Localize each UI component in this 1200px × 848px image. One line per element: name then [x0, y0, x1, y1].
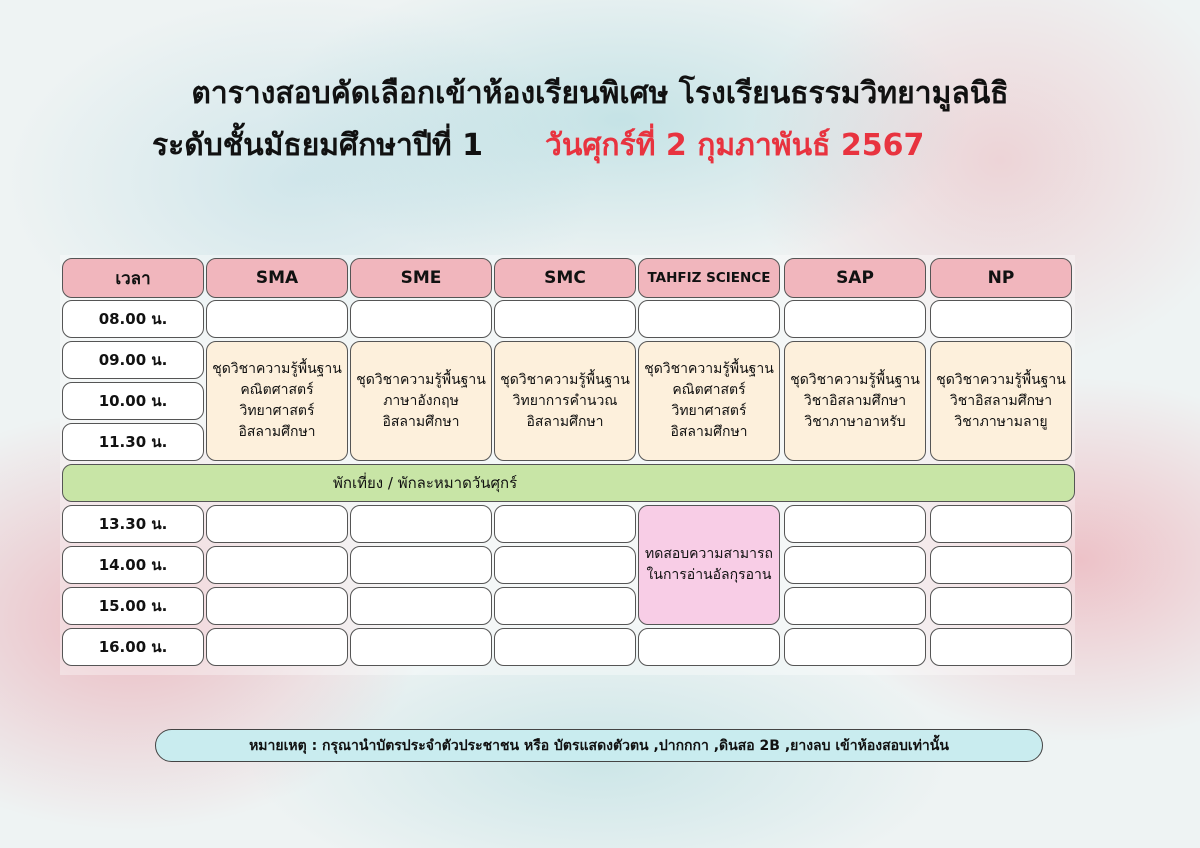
subject-cell: [784, 341, 926, 461]
schedule-subtitle: [152, 122, 924, 169]
time-cell: 09.00 น.: [62, 341, 204, 379]
empty-cell: [350, 300, 492, 338]
empty-cell: [206, 300, 348, 338]
subject-cell: [930, 341, 1072, 461]
empty-cell: [784, 587, 926, 625]
lunch-break-row: พักเที่ยง / พักละหมาดวันศุกร์: [62, 464, 1075, 502]
subject-line: ชุดวิชาความรู้พื้นฐาน: [644, 361, 774, 377]
empty-cell: [930, 546, 1072, 584]
subject-line: วิชาอิสลามศึกษา: [949, 392, 1053, 409]
empty-cell: [206, 546, 348, 584]
subject-cell: [206, 341, 348, 461]
subject-line: อิสลามศึกษา: [238, 424, 316, 440]
empty-cell: [494, 587, 636, 625]
subject-line: อิสลามศึกษา: [526, 413, 604, 430]
empty-cell: [638, 300, 780, 338]
empty-cell: [784, 505, 926, 543]
column-header: SMC: [494, 258, 636, 298]
empty-cell: [784, 300, 926, 338]
subject-line: วิทยาศาสตร์: [671, 403, 747, 419]
empty-cell: [930, 505, 1072, 543]
subject-line: วิทยาการคำนวณ: [512, 392, 618, 409]
time-cell: 13.30 น.: [62, 505, 204, 543]
empty-cell: [930, 587, 1072, 625]
time-cell: 16.00 น.: [62, 628, 204, 666]
subject-line: อิสลามศึกษา: [670, 424, 748, 440]
subject-cell: [350, 341, 492, 461]
subject-line: ชุดวิชาความรู้พื้นฐาน: [936, 371, 1066, 388]
empty-cell: [206, 505, 348, 543]
time-cell: 15.00 น.: [62, 587, 204, 625]
empty-cell: [350, 628, 492, 666]
subject-line: ภาษาอังกฤษ: [383, 392, 459, 409]
exam-schedule-table: [60, 255, 1075, 675]
subject-line: ทดสอบความสามารถ: [645, 546, 773, 562]
time-cell: 08.00 น.: [62, 300, 204, 338]
subject-line: ชุดวิชาความรู้พื้นฐาน: [790, 371, 920, 388]
empty-cell: [784, 628, 926, 666]
subject-line: วิชาภาษามลายู: [954, 413, 1048, 430]
subject-line: อิสลามศึกษา: [382, 413, 460, 430]
subject-line: คณิตศาสตร์: [240, 382, 314, 398]
quran-test-cell: [638, 505, 780, 625]
column-header: เวลา: [62, 258, 204, 298]
empty-cell: [930, 628, 1072, 666]
subject-line: ชุดวิชาความรู้พื้นฐาน: [212, 361, 342, 377]
empty-cell: [494, 300, 636, 338]
subject-line: วิชาอิสลามศึกษา: [803, 392, 907, 409]
empty-cell: [494, 628, 636, 666]
time-cell: 11.30 น.: [62, 423, 204, 461]
subject-line: วิชาภาษาอาหรับ: [804, 413, 906, 430]
note-box: หมายเหตุ : กรุณานำบัตรประจำตัวประชาชน หรือ บัตรแสดงตัวตน ,ปากกกา ,ดินสอ 2B ,ยางลบ เข้าห้องสอบเท่านั้น: [155, 729, 1043, 762]
column-header: SAP: [784, 258, 926, 298]
column-header: SME: [350, 258, 492, 298]
subject-line: ชุดวิชาความรู้พื้นฐาน: [500, 371, 630, 388]
column-header: SMA: [206, 258, 348, 298]
empty-cell: [494, 505, 636, 543]
empty-cell: [206, 628, 348, 666]
time-cell: 10.00 น.: [62, 382, 204, 420]
empty-cell: [784, 546, 926, 584]
subject-line: ชุดวิชาความรู้พื้นฐาน: [356, 371, 486, 388]
subject-line: ในการอ่านอัลกุรอาน: [646, 567, 772, 583]
empty-cell: [350, 587, 492, 625]
empty-cell: [206, 587, 348, 625]
subject-cell: [638, 341, 780, 461]
grade-level: ระดับชั้นมัธยมศึกษาปีที่ 1: [152, 128, 484, 163]
schedule-title: ตารางสอบคัดเลือกเข้าห้องเรียนพิเศษ โรงเรียนธรรมวิทยามูลนิธิ: [191, 76, 1009, 111]
empty-cell: [350, 546, 492, 584]
subject-line: วิทยาศาสตร์: [239, 403, 315, 419]
empty-cell: [494, 546, 636, 584]
exam-date: วันศุกร์ที่ 2 กุมภาพันธ์ 2567: [545, 128, 925, 163]
empty-cell: [930, 300, 1072, 338]
time-cell: 14.00 น.: [62, 546, 204, 584]
subject-line: คณิตศาสตร์: [672, 382, 746, 398]
empty-cell: [350, 505, 492, 543]
empty-cell: [638, 628, 780, 666]
column-header: TAHFIZ SCIENCE: [638, 258, 780, 298]
subject-cell: [494, 341, 636, 461]
column-header: NP: [930, 258, 1072, 298]
